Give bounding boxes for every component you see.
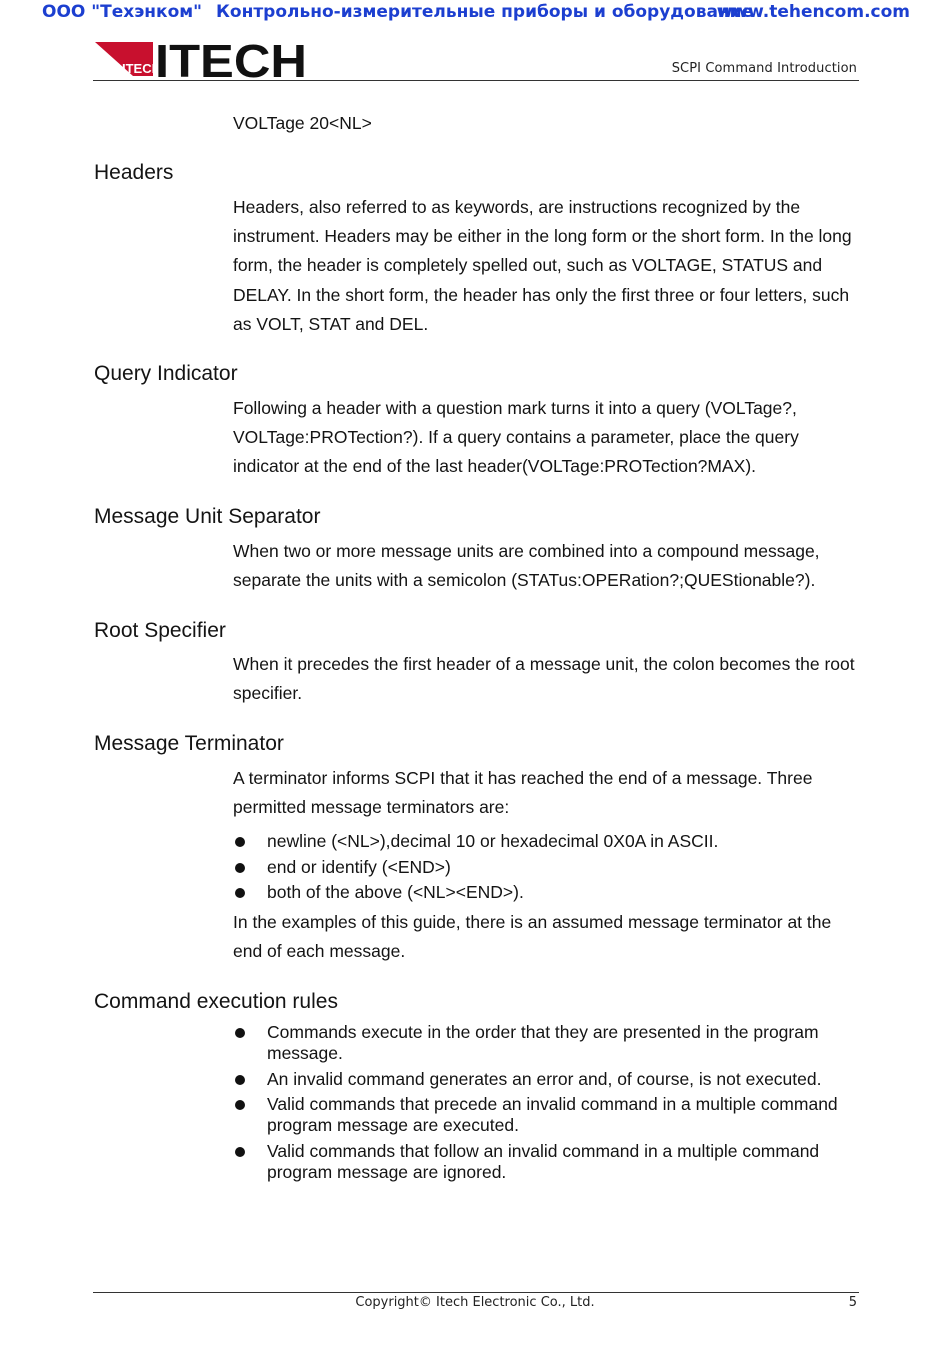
list-item xyxy=(233,1141,863,1183)
section-heading-message-terminator: Message Terminator xyxy=(94,732,284,755)
list-item xyxy=(233,1069,863,1090)
list-item-text: newline (<NL>),decimal 10 or hexadecimal 0X0A in ASCII. xyxy=(267,831,719,851)
terminator-note: In the examples of this guide, there is an assumed message terminator at the end of each message. xyxy=(233,912,832,962)
banner-website-link[interactable]: www.tehencom.com xyxy=(716,2,910,22)
itech-logo xyxy=(95,40,310,80)
list-item xyxy=(233,855,863,881)
list-item-text: Valid commands that precede an invalid command in a multiple command program message are executed. xyxy=(267,1094,838,1135)
list-item-text: both of the above (<NL><END>). xyxy=(267,882,524,902)
top-banner xyxy=(0,2,950,24)
bullet-icon xyxy=(235,863,245,873)
section-body-query-indicator: Following a header with a question mark turns it into a query (VOLTage?, VOLTage:PROTection?). If a query contains a parameter, place the query indicator at the end of the last header(VOLTage:PROTection?MAX). xyxy=(233,398,799,477)
section-heading-message-unit-separator: Message Unit Separator xyxy=(94,505,321,528)
section-body-message-terminator: A terminator informs SCPI that it has reached the end of a message. Three permitted message terminators are: xyxy=(233,768,813,818)
section-body-message-unit-separator: When two or more message units are combined into a compound message, separate the units with a semicolon (STATus:OPERation?;QUEStionable?). xyxy=(233,541,820,591)
list-item-text: end or identify (<END>) xyxy=(267,856,451,877)
list-item-text: An invalid command generates an error and, of course, is not executed. xyxy=(267,1068,822,1089)
footer-divider xyxy=(93,1292,859,1293)
intro-example: VOLTage 20<NL> xyxy=(233,113,372,133)
footer-copyright: Copyright© Itech Electronic Co., Ltd. xyxy=(355,1295,595,1310)
bullet-icon xyxy=(235,1028,245,1038)
list-item xyxy=(233,880,863,906)
logo-large-text: ITECH xyxy=(155,40,307,80)
list-item-text: Valid commands that follow an invalid command in a multiple command program message are ignored. xyxy=(267,1140,820,1182)
page-number: 5 xyxy=(848,1295,857,1310)
execution-rules-list xyxy=(233,1022,863,1187)
header-divider xyxy=(93,80,859,81)
banner-company-name: ООО "Техэнком" xyxy=(42,2,203,22)
list-item-text: Commands execute in the order that they are presented in the program message. xyxy=(267,1022,819,1063)
section-heading-root-specifier: Root Specifier xyxy=(94,619,226,642)
document-section-title: SCPI Command Introduction xyxy=(671,61,857,76)
itech-logo-graphic xyxy=(95,40,310,80)
list-item xyxy=(233,1094,863,1136)
banner-tagline: Контрольно-измерительные приборы и оборудование xyxy=(216,2,754,22)
section-body-root-specifier: When it precedes the first header of a message unit, the colon becomes the root specifier. xyxy=(233,654,855,704)
terminator-list xyxy=(233,829,863,906)
section-heading-command-execution-rules: Command execution rules xyxy=(94,990,338,1013)
logo-small-text: ITECH xyxy=(122,61,161,76)
list-item xyxy=(233,1022,863,1064)
bullet-icon xyxy=(235,837,245,847)
list-item xyxy=(233,829,863,855)
section-heading-query-indicator: Query Indicator xyxy=(94,362,238,385)
section-heading-headers: Headers xyxy=(94,161,174,184)
bullet-icon xyxy=(235,1100,245,1110)
bullet-icon xyxy=(235,1075,245,1085)
bullet-icon xyxy=(235,888,245,898)
section-body-headers: Headers, also referred to as keywords, are instructions recognized by the instrument. Headers may be either in the long form or the short form. In the long form, the header is completely spelled out, such as VOLTAGE, STATUS and DELAY. In the short form, the header has only the first three or four letters, such as VOLT, STAT and DEL. xyxy=(233,197,852,334)
bullet-icon xyxy=(235,1147,245,1157)
